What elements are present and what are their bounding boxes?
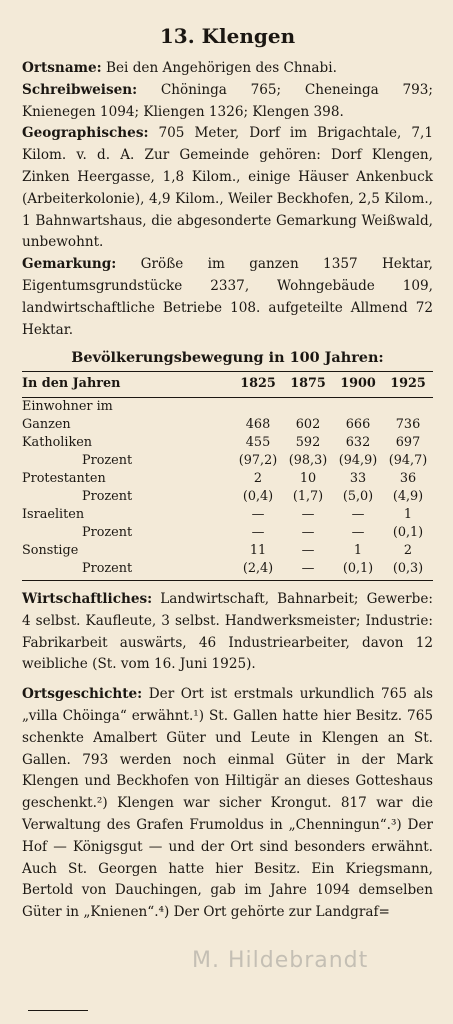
- header-year: 1825: [233, 372, 283, 398]
- table-row: [22, 452, 433, 470]
- population-table-body: [22, 397, 433, 578]
- row-value: —: [351, 524, 365, 540]
- page-title: 13. Klengen: [159, 24, 296, 48]
- row-value: (0,1): [392, 524, 424, 540]
- row-value: (1,7): [292, 488, 324, 504]
- row-value: 36: [399, 470, 417, 486]
- row-label: Katholiken: [22, 434, 93, 450]
- row-value: [283, 397, 333, 416]
- row-value: (97,2): [238, 452, 278, 468]
- row-value: —: [251, 524, 265, 540]
- table-row: [22, 470, 433, 488]
- row-value: 2: [253, 470, 263, 486]
- row-value: 2: [403, 542, 413, 558]
- table-row: [22, 488, 433, 506]
- row-value: 592: [295, 434, 321, 450]
- row-value: 1: [353, 542, 363, 558]
- header-year: 1900: [333, 372, 383, 398]
- row-value: (4,9): [392, 488, 424, 504]
- row-value: 632: [345, 434, 371, 450]
- row-label: Prozent: [82, 560, 133, 576]
- gemarkung-label: Gemarkung:: [22, 256, 117, 273]
- row-label: Sonstige: [22, 542, 79, 558]
- row-value: 697: [395, 434, 421, 450]
- ortsname-text: Bei den Angehörigen des Chnabi.: [101, 60, 337, 76]
- row-value: 33: [349, 470, 367, 486]
- row-value: 666: [345, 416, 371, 432]
- row-value: (0,3): [392, 560, 424, 576]
- table-row: [22, 434, 433, 452]
- row-value: (94,9): [338, 452, 378, 468]
- row-value: 468: [245, 416, 271, 432]
- watermark: M. Hildebrandt: [192, 948, 369, 973]
- row-label: Israeliten: [22, 506, 85, 522]
- schreibweisen-label: Schreibweisen:: [22, 81, 138, 98]
- row-value: —: [301, 542, 315, 558]
- row-value: —: [351, 506, 365, 522]
- row-value: —: [251, 506, 265, 522]
- row-value: 10: [299, 470, 317, 486]
- population-table: [22, 371, 433, 578]
- row-value: (94,7): [388, 452, 428, 468]
- table-row: [22, 506, 433, 524]
- table-row: [22, 524, 433, 542]
- row-label: Ganzen: [22, 416, 71, 432]
- ortsname-paragraph: [22, 58, 433, 80]
- header-year: 1925: [383, 372, 433, 398]
- row-value: 11: [249, 542, 267, 558]
- wirtschaftliches-paragraph: [22, 589, 433, 676]
- row-value: 602: [295, 416, 321, 432]
- geographisches-text: 705 Meter, Dorf im Brigachtale, 7,1 Kilom. v. d. A. Zur Gemeinde gehören: Dorf Klengen, Zinken Heergasse, 1,8 Kilom., einige Häuser Ankenbuck (Arbeiterkolonie), 4,9 Kilom., Weiler Beckhofen, 2,5 Kilom., 1 Bahnwartshaus, die abgesonderte Gemarkung Weißwald, unbewohnt.: [22, 125, 433, 251]
- gemarkung-text: Größe im ganzen 1357 Hektar, Eigentumsgrundstücke 2337, Wohngebäude 109, landwirtschaftliche Betriebe 108. aufgeteilte Allmend 72 Hektar.: [22, 256, 433, 338]
- schreibweisen-paragraph: [22, 80, 433, 124]
- table-row: [22, 416, 433, 434]
- row-value: (2,4): [242, 560, 274, 576]
- row-value: [383, 397, 433, 416]
- row-value: (0,1): [342, 560, 374, 576]
- wirtschaftliches-label: Wirtschaftliches:: [22, 590, 153, 607]
- population-table-title: Bevölkerungsbewegung in 100 Jahren:: [71, 349, 384, 367]
- table-row: [22, 542, 433, 560]
- wirtschaftliches-text: Landwirtschaft, Bahnarbeit; Gewerbe: 4 selbst. Kaufleute, 3 selbst. Handwerksmeister; Industrie: Fabrikarbeit auswärts, 46 Industriearbeiter, davon 12 weibliche (St. vom 16. Juni 1925).: [22, 590, 433, 673]
- row-value: —: [301, 506, 315, 522]
- table-row: [22, 397, 433, 416]
- row-value: —: [301, 524, 315, 540]
- row-value: [333, 397, 383, 416]
- row-value: (5,0): [342, 488, 374, 504]
- geographisches-paragraph: [22, 123, 433, 254]
- geographisches-label: Geographisches:: [22, 125, 149, 142]
- row-value: 736: [395, 416, 421, 432]
- population-table-header: [22, 372, 433, 398]
- row-value: 455: [245, 434, 271, 450]
- footnote-rule: [28, 1010, 88, 1011]
- header-label: In den Jahren: [22, 372, 233, 398]
- header-year: 1875: [283, 372, 333, 398]
- ortsname-label: Ortsname:: [22, 60, 102, 76]
- gemarkung-paragraph: [22, 254, 433, 341]
- row-label: Einwohner im: [22, 398, 113, 414]
- row-label: Prozent: [82, 488, 133, 504]
- row-value: (98,3): [288, 452, 328, 468]
- row-label: Protestanten: [22, 470, 106, 486]
- ortsgeschichte-paragraph: [22, 684, 433, 924]
- schreibweisen-text: Chöninga 765; Cheneinga 793; Knienegen 1094; Kliengen 1326; Klengen 398.: [22, 81, 433, 120]
- ortsgeschichte-text: Der Ort ist erstmals urkundlich 765 als „villa Chöinga“ erwähnt.¹) St. Gallen hatte hier Besitz. 765 schenkte Amalbert Güter und Leute in Klengen an St. Gallen. 793 werden noch einmal Güter in der Mark Klengen und Beckhofen von Hiltigär an dieses Gotteshaus geschenkt.²) Klengen war sicher Krongut. 817 war die Verwaltung des Grafen Frumoldus in „Chenningun“.³) Der Hof — Königsgut — und der Ort sind besonders erwähnt. Auch St. Georgen hatte hier Besitz. Ein Kriegsmann, Bertold von Dauchingen, gab im Jahre 1094 demselben Güter in „Knienen“.⁴) Der Ort gehörte zur Landgraf=: [22, 686, 433, 921]
- table-row: [22, 560, 433, 578]
- row-value: (0,4): [242, 488, 274, 504]
- row-label: Prozent: [82, 524, 133, 540]
- row-value: [233, 397, 283, 416]
- row-value: —: [301, 560, 315, 576]
- row-value: 1: [403, 506, 413, 522]
- ortsgeschichte-label: Ortsgeschichte:: [22, 686, 143, 703]
- row-label: Prozent: [82, 452, 133, 468]
